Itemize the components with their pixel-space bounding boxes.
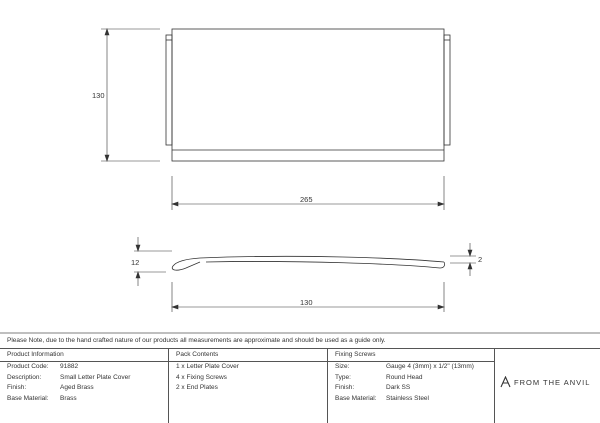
side-height-label: 12	[131, 258, 140, 267]
product-info-row: Finish: Aged Brass	[7, 384, 94, 391]
fixing-screws-row: Size: Gauge 4 (3mm) x 1/2" (13mm)	[335, 363, 474, 370]
product-info-row: Product Code: 91882	[7, 363, 79, 370]
pack-contents-item: 1 x Letter Plate Cover	[176, 363, 239, 370]
anvil-logo-icon	[500, 376, 511, 388]
side-thickness-label: 2	[478, 255, 483, 264]
side-profile	[172, 256, 444, 270]
brand-name: FROM THE ANVIL	[514, 378, 591, 387]
front-width-dimension	[172, 176, 444, 210]
side-thickness-dimension	[450, 243, 476, 276]
column-divider	[494, 349, 495, 423]
cover-plate-outline	[172, 29, 444, 161]
fixing-screws-heading: Fixing Screws	[328, 349, 494, 362]
product-info-column	[0, 349, 168, 423]
front-height-label: 130	[92, 91, 105, 100]
pack-contents-item: 4 x Fixing Screws	[176, 373, 227, 381]
pack-contents-column	[169, 349, 327, 423]
fixing-screws-row: Type: Round Head	[335, 373, 423, 381]
product-info-heading: Product Information	[0, 349, 168, 362]
front-width-label: 265	[300, 195, 313, 204]
pack-contents-heading: Pack Contents	[169, 349, 327, 362]
right-end-plate	[444, 35, 450, 145]
product-info-row: Base Material: Brass	[7, 394, 77, 402]
fixing-screws-row: Base Material: Stainless Steel	[335, 394, 429, 402]
fixing-screws-row: Finish: Dark SS	[335, 384, 411, 391]
brand-logo	[500, 372, 600, 392]
measurement-note: Please Note, due to the hand crafted nature of our products all measurements are approximate and should be used as a guide only.	[7, 337, 386, 344]
side-depth-label: 130	[300, 298, 313, 307]
side-depth-dimension	[172, 282, 444, 312]
pack-contents-item: 2 x End Plates	[176, 384, 218, 391]
left-end-plate	[166, 35, 172, 145]
product-info-row: Description: Small Letter Plate Cover	[7, 373, 131, 381]
front-height-dimension	[101, 29, 160, 161]
side-height-dimension	[134, 237, 172, 286]
front-view	[166, 29, 450, 161]
fixing-screws-column	[328, 349, 494, 423]
